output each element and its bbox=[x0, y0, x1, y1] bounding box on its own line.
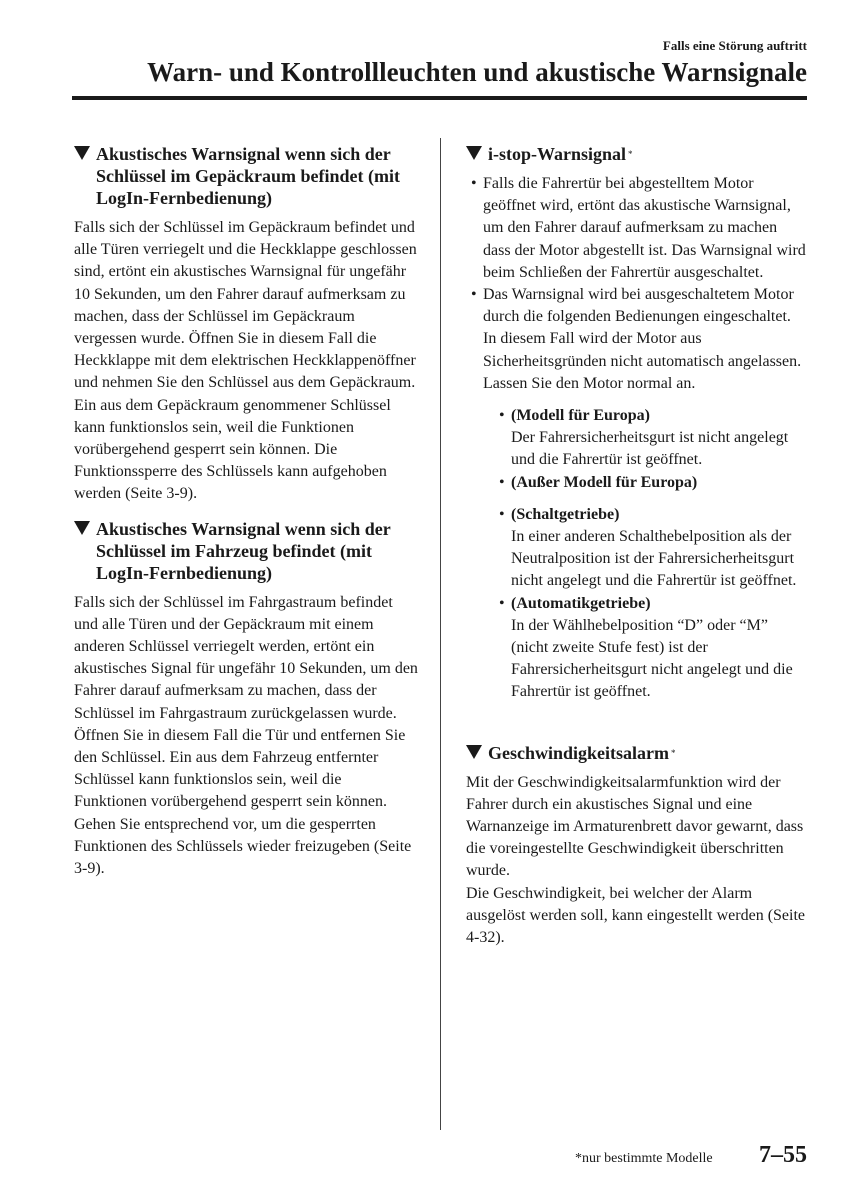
triangle-marker-icon bbox=[466, 742, 488, 764]
istop-bullet-list bbox=[466, 173, 808, 704]
sub-item-text: Der Fahrersicherheitsgurt ist nicht angelegt und die Fahrertür ist geöffnet. bbox=[511, 429, 789, 469]
sub-item-title: (Automatikgetriebe) bbox=[511, 594, 651, 612]
paragraph-key-vehicle: Falls sich der Schlüssel im Fahrgastraum befindet und alle Türen und der Gepäckraum mit einem anderen Schlüssel verriegelt werden, ertönt ein akustisches Signal für ungefähr 10 Sekunden, um den Fahrer darauf aufmerksam zu machen, dass der Schlüssel im Fahrgastraum zurückgelassen wurde. Öffnen Sie in diesem Fall die Tür und entfernen Sie den Schlüssel. Ein aus dem Fahrzeug entfernter Schlüssel kann funktionslos sein, weil die Funktionen vorübergehend gesperrt sein können. Gehen Sie entsprechend vor, um die gesperrten Funktionen des Schlüssels wieder freizugeben (Seite 3-9). bbox=[74, 593, 418, 878]
footnote: *nur bestimmte Modelle bbox=[575, 1151, 713, 1166]
list-item bbox=[466, 173, 808, 284]
istop-sub-list bbox=[483, 405, 808, 704]
sub-item-title: (Schaltgetriebe) bbox=[511, 505, 620, 523]
header-rule bbox=[72, 96, 807, 100]
sub-list-item bbox=[483, 504, 808, 593]
paragraph-speed-alarm-2: Die Geschwindigkeit, bei welcher der Alarm ausgelöst werden soll, kann eingestellt werden (Seite 4-32). bbox=[466, 884, 806, 947]
heading-text: i-stop-Warnsignal bbox=[488, 144, 627, 164]
sub-item-title: (Modell für Europa) bbox=[511, 407, 650, 425]
section-heading-istop bbox=[466, 143, 808, 165]
triangle-marker-icon bbox=[74, 518, 96, 540]
page-title: Warn- und Kontrollleuchten und akustische Warnsignale bbox=[147, 57, 807, 87]
left-column bbox=[74, 143, 418, 892]
sub-list-item bbox=[483, 472, 808, 494]
header-section: Falls eine Störung auftritt bbox=[662, 38, 807, 53]
right-column bbox=[466, 143, 808, 961]
list-item-text: Das Warnsignal wird bei ausgeschaltetem Motor durch die folgenden Bedienungen eingeschaltet. In diesem Fall wird der Motor aus Sicherheitsgründen nicht automatisch angelassen. Lassen Sie den Motor normal an. bbox=[483, 286, 802, 392]
section-heading-key-luggage bbox=[74, 143, 418, 209]
sub-item-text: In einer anderen Schalthebelposition als der Neutralposition ist der Fahrersicherheitsgurt nicht angelegt und die Fahrertür ist geöffnet. bbox=[511, 528, 797, 590]
sub-list-item bbox=[483, 593, 808, 704]
triangle-marker-icon bbox=[466, 143, 488, 165]
page-number: 7–55 bbox=[759, 1142, 807, 1168]
sub-list-item bbox=[483, 405, 808, 472]
sub-item-text: In der Wählhebelposition “D” oder “M” (nicht zweite Stufe fest) ist der Fahrersicherheitsgurt nicht angelegt und die Fahrertür ist geöffnet. bbox=[511, 616, 793, 701]
heading-text: Akustisches Warnsignal wenn sich der Schlüssel im Gepäckraum befindet (mit LogIn-Fernbedienung) bbox=[96, 144, 400, 208]
section-heading-speed-alarm bbox=[466, 742, 808, 764]
asterisk-marker: * bbox=[628, 149, 633, 159]
column-divider bbox=[440, 138, 441, 1130]
sub-item-title: (Außer Modell für Europa) bbox=[511, 473, 698, 491]
section-heading-key-vehicle bbox=[74, 518, 418, 584]
heading-text: Akustisches Warnsignal wenn sich der Schlüssel im Fahrzeug befindet (mit LogIn-Fernbedienung) bbox=[96, 518, 391, 583]
triangle-marker-icon bbox=[74, 143, 96, 165]
paragraph-key-luggage: Falls sich der Schlüssel im Gepäckraum befindet und alle Türen verriegelt und die Heckklappe geschlossen sind, ertönt ein akustisches Warnsignal für ungefähr 10 Sekunden, um den Fahrer darauf aufmerksam zu machen, dass der Schlüssel im Gepäckraum vergessen wurde. Öffnen Sie in diesem Fall die Heckklappe mit dem elektrischen Heckklappenöffner und nehmen Sie den Schlüssel aus dem Gepäckraum. Ein aus dem Gepäckraum genommener Schlüssel kann funktionslos sein, weil die Funktionen vorübergehend gesperrt sein können. Die Funktionssperre des Schlüssels kann aufgehoben werden (Seite 3-9). bbox=[74, 219, 417, 503]
list-item bbox=[466, 284, 808, 704]
asterisk-marker: * bbox=[671, 747, 676, 758]
paragraph-speed-alarm-1: Mit der Geschwindigkeitsalarmfunktion wird der Fahrer durch ein akustisches Signal und eine Warnanzeige im Armaturenbrett davor gewarnt, dass die voreingestellte Geschwindigkeit überschritten wurde. bbox=[466, 773, 804, 880]
heading-text: Geschwindigkeitsalarm bbox=[488, 742, 670, 763]
list-item-text: Falls die Fahrertür bei abgestelltem Motor geöffnet wird, ertönt das akustische Warnsignal, um den Fahrer darauf aufmerksam zu machen dass der Motor abgestellt ist. Das Warnsignal wird beim Schließen der Fahrertür ausgeschaltet. bbox=[483, 175, 806, 281]
